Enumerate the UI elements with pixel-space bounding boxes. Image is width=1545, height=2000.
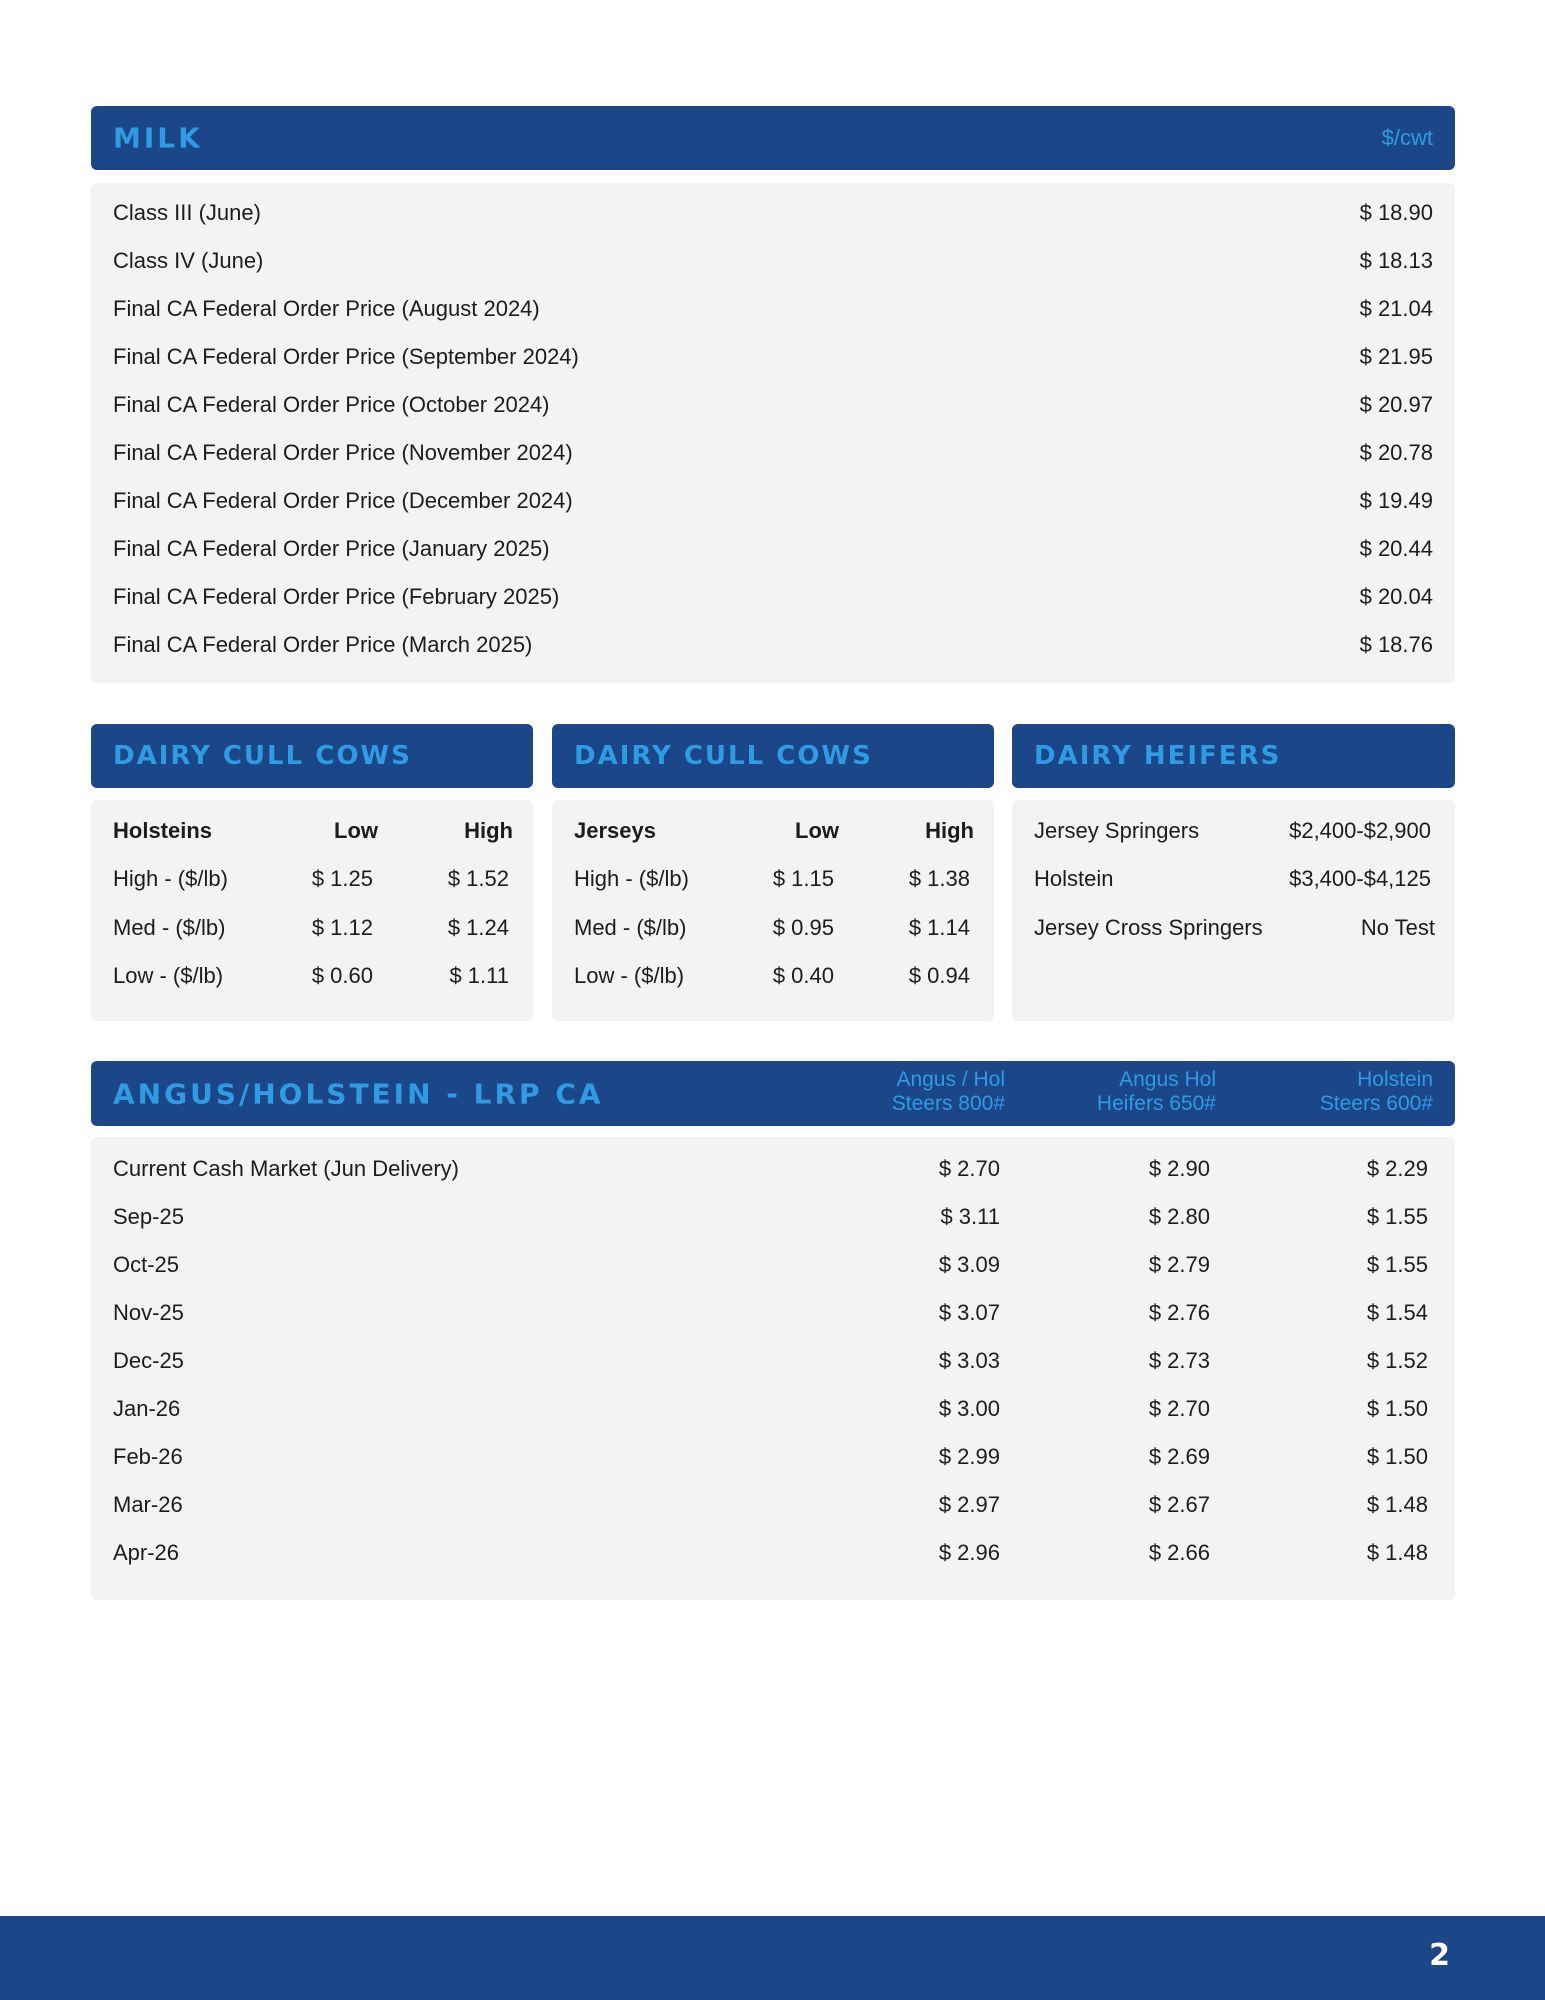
- steers-600-value: $ 1.50: [1366, 1396, 1428, 1421]
- row-value: $ 19.49: [1359, 488, 1433, 513]
- row-label: Sep-25: [113, 1204, 184, 1229]
- table-row: [552, 864, 994, 894]
- row-label: Feb-26: [113, 1444, 183, 1469]
- table-row: [91, 1346, 1455, 1376]
- low-value: $ 0.60: [311, 963, 373, 988]
- table-row: [91, 582, 1455, 612]
- steers-600-value: $ 1.48: [1366, 1492, 1428, 1517]
- heifers-650-value: $ 2.67: [1148, 1492, 1210, 1517]
- steers-800-value: $ 3.00: [938, 1396, 1000, 1421]
- row-label: Class III (June): [113, 200, 261, 225]
- lrp-title: ANGUS/HOLSTEIN - LRP CA: [113, 1077, 604, 1110]
- cull-holsteins-header: [91, 724, 533, 788]
- table-row: [91, 1154, 1455, 1184]
- price-range: No Test: [1360, 915, 1435, 940]
- row-label: Jersey Springers: [1034, 818, 1200, 843]
- low-value: $ 1.12: [311, 915, 373, 940]
- steers-600-value: $ 1.55: [1366, 1204, 1428, 1229]
- low-value: $ 1.25: [311, 866, 373, 891]
- table-row: [91, 913, 533, 943]
- steers-600-value: $ 2.29: [1366, 1156, 1428, 1181]
- row-value: $ 18.76: [1359, 632, 1433, 657]
- row-label: Final CA Federal Order Price (January 2025): [113, 536, 550, 561]
- high-value: $ 1.14: [908, 915, 970, 940]
- price-range: $3,400-$4,125: [1289, 866, 1431, 891]
- table-row: [91, 1442, 1455, 1472]
- cull-jerseys-header: [552, 724, 994, 788]
- heifers-650-value: $ 2.79: [1148, 1252, 1210, 1277]
- row-value: $ 21.95: [1359, 344, 1433, 369]
- steers-800-value: $ 3.09: [938, 1252, 1000, 1277]
- milk-header: [91, 106, 1455, 170]
- table-row: [91, 961, 533, 991]
- row-label: Jan-26: [113, 1396, 181, 1421]
- table-row: [91, 630, 1455, 660]
- row-label: Oct-25: [113, 1252, 180, 1277]
- steers-800-value: $ 3.03: [938, 1348, 1000, 1373]
- col-header: Low: [795, 818, 839, 843]
- lrp-table: [91, 1137, 1455, 1600]
- heifers-title: DAIRY HEIFERS: [1034, 741, 1282, 771]
- table-row: [91, 534, 1455, 564]
- table-row: [91, 198, 1455, 228]
- steers-600-value: $ 1.52: [1366, 1348, 1428, 1373]
- cull-jerseys-title: DAIRY CULL COWS: [574, 741, 873, 771]
- high-value: $ 0.94: [908, 963, 970, 988]
- milk-table: [91, 183, 1455, 683]
- table-row: [91, 246, 1455, 276]
- low-value: $ 1.15: [772, 866, 834, 891]
- lrp-header: [91, 1061, 1455, 1126]
- low-value: $ 0.95: [772, 915, 834, 940]
- page-number: 2: [1429, 1938, 1450, 1973]
- row-label: Low - ($/lb): [113, 963, 224, 988]
- high-value: $ 1.11: [449, 963, 509, 988]
- row-value: $ 20.44: [1359, 536, 1433, 561]
- table-row: [1012, 816, 1455, 846]
- cull-holsteins-title: DAIRY CULL COWS: [113, 741, 412, 771]
- row-label: Med - ($/lb): [574, 915, 687, 940]
- table-row: [91, 1394, 1455, 1424]
- page-footer: [0, 1916, 1545, 2000]
- col-header: Jerseys: [574, 818, 656, 843]
- price-range: $2,400-$2,900: [1289, 818, 1431, 843]
- milk-unit: $/cwt: [1381, 125, 1433, 150]
- row-label: High - ($/lb): [113, 866, 228, 891]
- high-value: $ 1.52: [447, 866, 509, 891]
- table-row: [91, 1538, 1455, 1568]
- steers-800-value: $ 2.70: [938, 1156, 1000, 1181]
- row-label: Final CA Federal Order Price (October 2024): [113, 392, 550, 417]
- row-label: Mar-26: [113, 1492, 183, 1517]
- steers-800-value: $ 2.97: [938, 1492, 1000, 1517]
- heifers-650-value: $ 2.73: [1148, 1348, 1210, 1373]
- row-label: Final CA Federal Order Price (September 2024): [113, 344, 579, 369]
- col-header: High: [464, 818, 513, 843]
- row-value: $ 18.13: [1359, 248, 1433, 273]
- cull-holsteins-table: [91, 800, 533, 1021]
- table-row: [1012, 913, 1455, 943]
- row-label: Class IV (June): [113, 248, 264, 273]
- table-row: [91, 342, 1455, 372]
- heifers-table: [1012, 800, 1455, 1021]
- row-label: Final CA Federal Order Price (March 2025): [113, 632, 533, 657]
- heifers-header: [1012, 724, 1455, 788]
- col-header: Low: [334, 818, 378, 843]
- row-value: $ 20.97: [1359, 392, 1433, 417]
- row-label: High - ($/lb): [574, 866, 689, 891]
- steers-600-value: $ 1.50: [1366, 1444, 1428, 1469]
- lrp-col-header-2: Angus Hol Heifers 650#: [1096, 1068, 1216, 1115]
- steers-600-value: $ 1.48: [1366, 1540, 1428, 1565]
- heifers-650-value: $ 2.66: [1148, 1540, 1210, 1565]
- heifers-650-value: $ 2.80: [1148, 1204, 1210, 1229]
- col-header: High: [925, 818, 974, 843]
- lrp-col-header-1: Angus / Hol Steers 800#: [891, 1068, 1005, 1115]
- table-row: [91, 1490, 1455, 1520]
- heifers-650-value: $ 2.69: [1148, 1444, 1210, 1469]
- table-row: [552, 961, 994, 991]
- steers-600-value: $ 1.54: [1366, 1300, 1428, 1325]
- table-row: [91, 1298, 1455, 1328]
- row-label: Nov-25: [113, 1300, 184, 1325]
- row-label: Apr-26: [113, 1540, 180, 1565]
- steers-800-value: $ 3.11: [940, 1204, 1000, 1229]
- row-value: $ 21.04: [1359, 296, 1433, 321]
- table-row: [91, 1202, 1455, 1232]
- milk-title: MILK: [113, 121, 203, 155]
- row-label: Med - ($/lb): [113, 915, 226, 940]
- row-label: Current Cash Market (Jun Delivery): [113, 1156, 459, 1181]
- table-header-row: [552, 816, 994, 846]
- table-row: [91, 486, 1455, 516]
- row-label: Holstein: [1034, 866, 1114, 891]
- table-header-row: [91, 816, 533, 846]
- row-label: Final CA Federal Order Price (November 2024): [113, 440, 573, 465]
- row-value: $ 20.78: [1359, 440, 1433, 465]
- table-row: [91, 438, 1455, 468]
- steers-800-value: $ 2.96: [938, 1540, 1000, 1565]
- col-header: Holsteins: [113, 818, 213, 843]
- table-row: [91, 294, 1455, 324]
- high-value: $ 1.38: [908, 866, 970, 891]
- row-value: $ 18.90: [1359, 200, 1433, 225]
- table-row: [552, 913, 994, 943]
- row-label: Dec-25: [113, 1348, 184, 1373]
- row-label: Final CA Federal Order Price (December 2024): [113, 488, 573, 513]
- steers-800-value: $ 3.07: [938, 1300, 1000, 1325]
- table-row: [91, 1250, 1455, 1280]
- steers-600-value: $ 1.55: [1366, 1252, 1428, 1277]
- row-label: Final CA Federal Order Price (August 2024): [113, 296, 540, 321]
- row-value: $ 20.04: [1359, 584, 1433, 609]
- steers-800-value: $ 2.99: [938, 1444, 1000, 1469]
- row-label: Jersey Cross Springers: [1034, 915, 1263, 940]
- heifers-650-value: $ 2.76: [1148, 1300, 1210, 1325]
- row-label: Low - ($/lb): [574, 963, 685, 988]
- table-row: [1012, 864, 1455, 894]
- heifers-650-value: $ 2.90: [1148, 1156, 1210, 1181]
- heifers-650-value: $ 2.70: [1148, 1396, 1210, 1421]
- table-row: [91, 864, 533, 894]
- table-row: [91, 390, 1455, 420]
- low-value: $ 0.40: [772, 963, 834, 988]
- high-value: $ 1.24: [447, 915, 509, 940]
- row-label: Final CA Federal Order Price (February 2025): [113, 584, 560, 609]
- cull-jerseys-table: [552, 800, 994, 1021]
- lrp-col-header-3: Holstein Steers 600#: [1319, 1068, 1433, 1115]
